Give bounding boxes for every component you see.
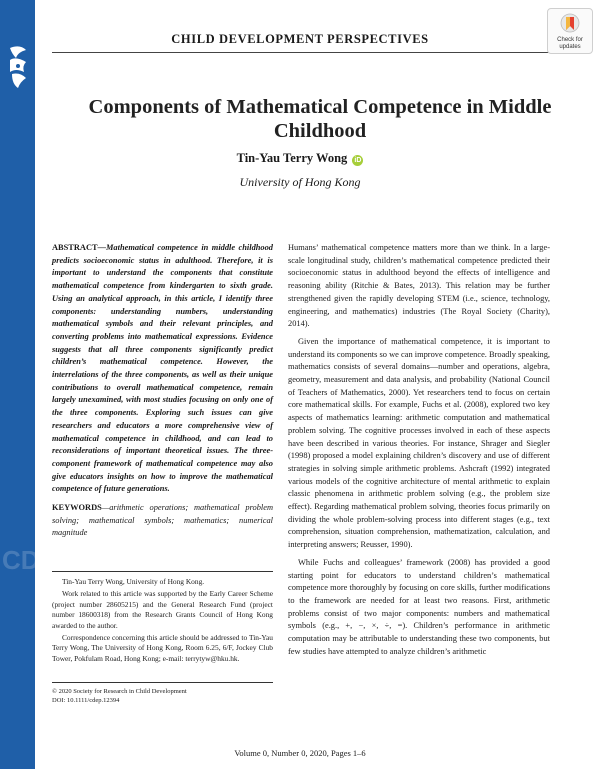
copyright-text: © 2020 Society for Research in Child Development	[52, 688, 187, 695]
copyright-divider	[52, 682, 273, 683]
footnote-divider	[52, 571, 273, 572]
journal-name: CHILD DEVELOPMENT PERSPECTIVES	[171, 32, 429, 46]
updates-label-line2: updates	[559, 43, 581, 50]
abstract-label: ABSTRACT	[52, 243, 98, 252]
keywords	[52, 502, 273, 540]
title-line-1: Components of Mathematical Competence in Middle	[88, 96, 552, 118]
left-column	[52, 242, 273, 540]
keywords-label: KEYWORDS	[52, 503, 102, 513]
correspondence-note: Correspondence concerning this article should be addressed to Tin-Yau Terry Wong, The University of Hong Kong, Room 6.25, 6/F, Jockey Club Tower, Pokfulam Road, Hong Kong; e-mail: terrytyw@hku.hk.	[52, 633, 273, 663]
page-footer: Volume 0, Number 0, 2020, Pages 1–6	[234, 748, 366, 758]
journal-side-letters: CDP	[2, 545, 57, 575]
abstract-text: —Mathematical competence in middle childhood predicts socioeconomic status in adulthood. Therefore, it is important to understand the components that constitute mathematical competence from kindergarten to sixth grade. Using an analytical approach, in this article, I identify three components: understanding numbers, understanding mathematical symbols and their relevant principles, and converting problems into mathematical expressions. Evidence suggests that all three components significantly predict children’s mathematical competence. However, the interrelations of the three components, as well as their unique contributions to overall mathematical competence, remain largely unexamined, with most studies focusing on only one of the three components. Exploring such issues can give researchers and educators a more comprehensive view of mathematical competence in childhood, and can lead to reconsiderations of important theoretical issues. The three-component framework of mathematical competence may also give educators insights on how to improve the mathematical competence of future generations.	[52, 243, 273, 494]
body-paragraph-1: Humans’ mathematical competence matters more than we think. In a large-scale longitudinal study, children’s mathematical competence predicted their socioeconomic status in adulthood beyond the effects of intelligence and reasoning ability (Ritchie & Bates, 2013). This relation may be further strengthened given the rapidly developing STEM (i.e., science, technology, engineering, and mathematics) industries (The Royal Society (Charity), 2014).	[288, 243, 550, 329]
abstract	[52, 242, 273, 496]
article-title	[40, 95, 600, 143]
author-line	[0, 151, 600, 166]
updates-label-line1: Check for	[557, 37, 583, 43]
body-paragraph-2: Given the importance of mathematical competence, it is important to understand its components so we can improve competence. Broadly speaking, mathematics consists of several domains—number and operations, algebra, geometry, measurement and data analysis, and probability (National Council of Teachers of Mathematics, 2000). Yet researchers tend to focus on certain core mathematical skills. For example, Fuchs et al. (2008), explored two key aspects of mathematics learning: arithmetic computation and mathematical problem solving. The cognitive processes involved in each of these aspects have been described in various theories. For instance, Shrager and Siegler (1998) proposed a model explaining children’s discovery and use of different strategies in solving simple arithmetic problems. Ashcraft (1992) integrated various models of the cognitive architecture of mental arithmetic to explain classic phenomena in arithmetic problem solving (e.g., the problem size effect). Regarding mathematical problem solving, theories focus primarily on dividing the whole problem-solving process into different stages (e.g., text comprehension, situation comprehension, mathematization, calculation, and interpreting answers; Reusser, 1990).	[288, 336, 550, 550]
orcid-icon[interactable]: iD	[354, 157, 362, 164]
author-affiliation: University of Hong Kong	[239, 175, 361, 189]
funding-note: Work related to this article was supported by the Early Career Scheme (project number 28605215) and the General Research Fund (project number 18600318) from the Research Grants Council of Hong Kong awarded to the author.	[52, 589, 273, 630]
header-divider	[52, 52, 576, 53]
journal-side-bar	[0, 0, 57, 769]
keywords-text: —arithmetic operations; mathematical problem solving; mathematical symbols; mathematics; numerical magnitude	[52, 503, 273, 538]
author-name: Tin-Yau Terry Wong	[236, 151, 348, 165]
body-paragraph-3: While Fuchs and colleagues’ framework (2008) has provided a good starting point for educators to understand children’s mathematical competence more thoroughly by focusing on core skills, further modifications to the framework are needed for at least two reasons. First, arithmetic problems consist of two major components: numbers and mathematical symbols (e.g., +, −, ×, ÷, =). Children’s performance in arithmetic computation may be attributable to understanding these two components, but few studies have attempted to analyze children’s arithmetic	[288, 557, 550, 656]
srcd-logo-icon	[6, 44, 30, 90]
right-column	[288, 242, 550, 659]
copyright-block	[52, 687, 273, 705]
author-notes	[52, 577, 273, 666]
bookmark-icon	[560, 13, 580, 35]
affiliation-note: Tin-Yau Terry Wong, University of Hong Kong.	[62, 577, 205, 586]
check-for-updates-badge[interactable]	[547, 8, 593, 54]
doi-text[interactable]: DOI: 10.1111/cdep.12394	[52, 697, 120, 704]
title-line-2: Childhood	[273, 120, 367, 142]
